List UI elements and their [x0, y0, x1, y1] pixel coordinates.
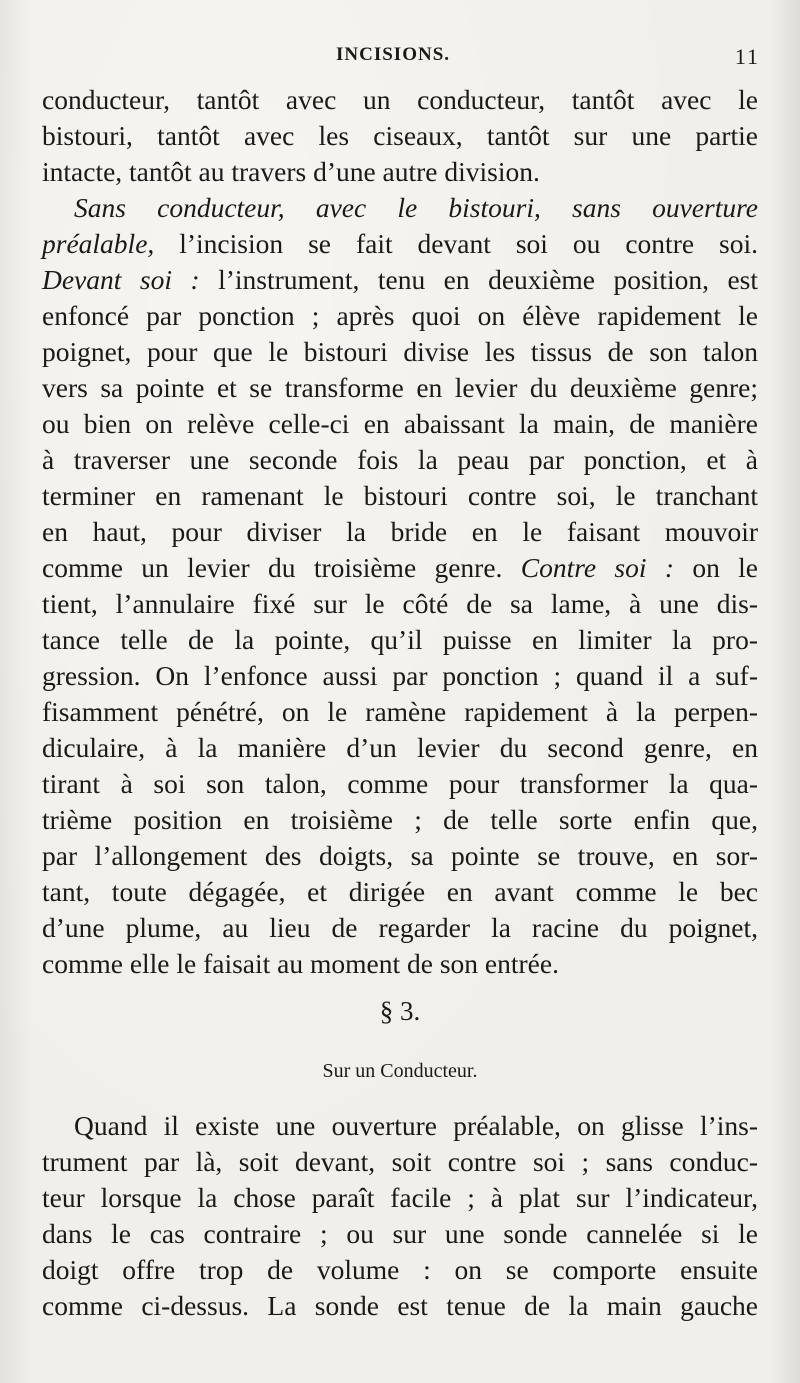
- text-line: [42, 550, 758, 586]
- text-line: à traverser une seconde fois la peau par ponction, et à: [42, 444, 758, 475]
- text-line: tant, toute dégagée, et dirigée en avant comme le bec: [42, 876, 758, 907]
- text-run: l’incision se fait devant soi ou contre soi.: [154, 228, 758, 259]
- text-line: [42, 226, 758, 262]
- text-run: on le: [674, 552, 758, 583]
- text-line: trument par là, soit devant, soit contre soi ; sans conduc-: [42, 1146, 758, 1177]
- text-line: bistouri, tantôt avec les ciseaux, tantôt sur une partie: [42, 120, 758, 151]
- paragraph-conducteur: [42, 1108, 758, 1324]
- text-line: comme ci-dessus. La sonde est tenue de la main gauche: [42, 1290, 758, 1321]
- italic-phrase: Contre soi :: [520, 552, 674, 583]
- text-line: terminer en ramenant le bistouri contre soi, le tranchant: [42, 480, 758, 511]
- text-line: dans le cas contraire ; ou sur une sonde cannelée si le: [42, 1218, 758, 1249]
- paragraph-incisions: [42, 82, 758, 982]
- text-line: tirant à soi son talon, comme pour transformer la qua-: [42, 768, 758, 799]
- italic-phrase: Sans conducteur, avec le bistouri, sans ouverture: [74, 192, 758, 223]
- text-line: tient, l’annulaire fixé sur le côté de sa lame, à une dis-: [42, 588, 758, 619]
- text-line: comme elle le faisait au moment de son entrée.: [42, 948, 559, 979]
- text-line: [42, 190, 758, 226]
- italic-phrase: Devant soi :: [42, 264, 200, 295]
- text-line: [42, 262, 758, 298]
- text-line: vers sa pointe et se transforme en levier du deuxième genre;: [42, 372, 758, 403]
- text-line: doigt offre trop de volume : on se comporte ensuite: [42, 1254, 758, 1285]
- text-line: intacte, tantôt au travers d’une autre division.: [42, 156, 540, 187]
- text-line: conducteur, tantôt avec un conducteur, tantôt avec le: [42, 84, 758, 115]
- text-line: en haut, pour diviser la bride en le faisant mouvoir: [42, 516, 758, 547]
- italic-phrase: préalable,: [42, 228, 155, 259]
- text-line: diculaire, à la manière d’un levier du second genre, en: [42, 732, 758, 763]
- running-head: [0, 44, 800, 74]
- text-line: d’une plume, au lieu de regarder la racine du poignet,: [42, 912, 758, 943]
- text-run: comme un levier du troisième genre.: [42, 552, 521, 583]
- text-line: trième position en troisième ; de telle sorte enfin que,: [42, 804, 758, 835]
- text-line: par l’allongement des doigts, sa pointe se trouve, en sor-: [42, 840, 758, 871]
- text-line: fisamment pénétré, on le ramène rapidement à la perpen-: [42, 696, 758, 727]
- text-line: gression. On l’enfonce aussi par ponction ; quand il a suf-: [42, 660, 758, 691]
- text-line: poignet, pour que le bistouri divise les tissus de son talon: [42, 336, 758, 367]
- section-number: § 3.: [379, 996, 421, 1026]
- section-title: Sur un Conducteur.: [322, 1060, 478, 1082]
- text-line: Quand il existe une ouverture préalable, on glisse l’ins-: [74, 1110, 758, 1141]
- running-title: INCISIONS.: [336, 44, 451, 65]
- page-number: 11: [734, 44, 760, 69]
- text-run: l’instrument, tenu en deuxième position, est: [199, 264, 758, 295]
- text-line: enfoncé par ponction ; après quoi on élève rapidement le: [42, 300, 758, 331]
- text-line: ou bien on relève celle-ci en abaissant la main, de manière: [42, 408, 758, 439]
- text-line: tance telle de la pointe, qu’il puisse en limiter la pro-: [42, 624, 758, 655]
- text-line: teur lorsque la chose paraît facile ; à plat sur l’indicateur,: [42, 1182, 758, 1213]
